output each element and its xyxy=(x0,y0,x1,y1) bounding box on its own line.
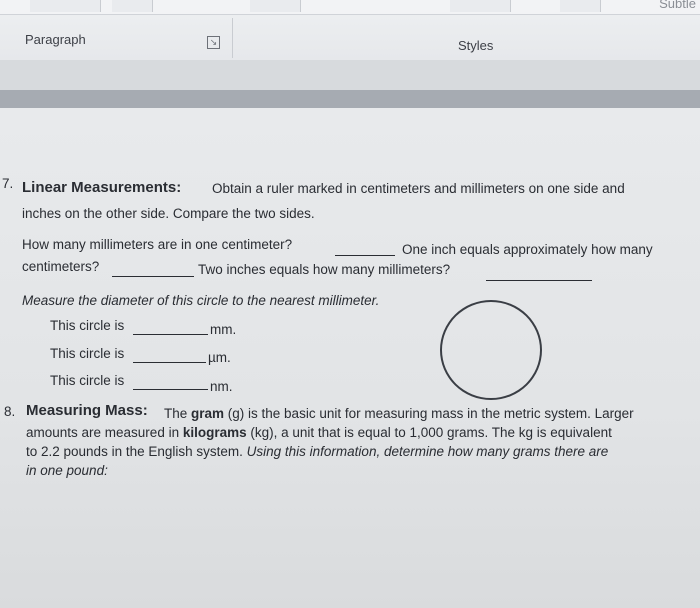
ruler-band xyxy=(0,90,700,108)
q7-question-inch-to-cm-cont: centimeters? xyxy=(22,259,100,274)
circle-row-unit-um: µm. xyxy=(208,350,231,365)
circle-row-label: This circle is xyxy=(50,346,125,361)
style-gallery-item[interactable] xyxy=(560,0,601,12)
circle-row-label: This circle is xyxy=(50,318,125,333)
ribbon-button[interactable] xyxy=(30,0,101,12)
answer-blank-mm[interactable] xyxy=(133,322,208,335)
q7-question-2in-to-mm: Two inches equals how many millimeters? xyxy=(198,262,451,277)
q8-line2: amounts are measured in kilograms (kg), a unit that is equal to 1,000 grams. The kg is equivalent xyxy=(26,425,612,440)
ribbon-button-row xyxy=(0,0,700,15)
q7-title: Linear Measurements: xyxy=(22,179,182,196)
answer-blank-um[interactable] xyxy=(133,350,206,363)
circle-row-unit-mm: mm. xyxy=(210,322,237,337)
ribbon xyxy=(0,0,700,61)
circle-row-label: This circle is xyxy=(50,373,125,388)
q7-measure-instruction: Measure the diameter of this circle to the nearest millimeter. xyxy=(22,293,380,308)
q7-intro-line2: inches on the other side. Compare the two sides. xyxy=(22,206,315,221)
ribbon-divider xyxy=(232,18,233,58)
answer-blank-2in-to-mm[interactable] xyxy=(486,268,592,281)
style-gallery-item[interactable] xyxy=(450,0,511,12)
q8-number: 8. xyxy=(4,404,16,419)
styles-group-label: Styles xyxy=(458,38,494,53)
q8-line1: The gram (g) is the basic unit for measuring mass in the metric system. Larger xyxy=(164,406,634,421)
paragraph-dialog-launcher-icon[interactable]: ↘ xyxy=(207,36,220,49)
ribbon-button[interactable] xyxy=(250,0,301,12)
q7-question-mm-per-cm: How many millimeters are in one centimeter? xyxy=(22,237,293,252)
circle-row-unit-nm: nm. xyxy=(210,379,233,394)
q7-intro-line1: Obtain a ruler marked in centimeters and millimeters on one side and xyxy=(212,181,625,196)
ribbon-button[interactable] xyxy=(112,0,153,12)
paragraph-group-label: Paragraph xyxy=(25,32,86,47)
answer-blank-nm[interactable] xyxy=(133,377,208,390)
q7-number: 7. xyxy=(2,176,14,191)
ribbon-shadow-band xyxy=(0,60,700,90)
style-gallery-item-subtle[interactable]: Subtle xyxy=(659,0,696,11)
q8-line3: to 2.2 pounds in the English system. Using this information, determine how many grams there are xyxy=(26,444,609,459)
q7-question-inch-to-cm: One inch equals approximately how many xyxy=(402,242,653,257)
answer-blank-inch-to-cm[interactable] xyxy=(112,264,194,277)
answer-blank-mm-per-cm[interactable] xyxy=(335,243,395,256)
q8-line4: in one pound: xyxy=(26,463,108,478)
measurement-circle xyxy=(440,300,542,400)
q8-title: Measuring Mass: xyxy=(26,402,148,419)
